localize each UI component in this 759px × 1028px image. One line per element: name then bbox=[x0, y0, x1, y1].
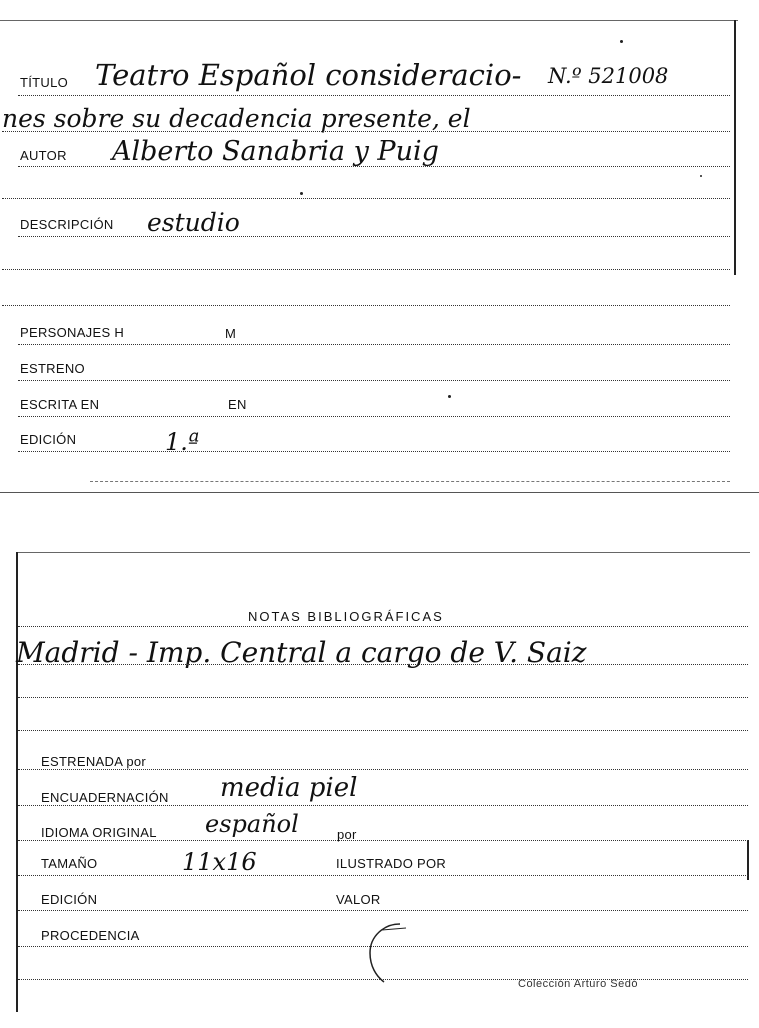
autor-line-2 bbox=[2, 198, 730, 199]
edicion-line bbox=[18, 451, 730, 452]
idioma-por-label: por bbox=[337, 827, 357, 842]
valor-label: VALOR bbox=[336, 892, 381, 907]
ink-speck bbox=[700, 175, 702, 177]
estrenada-label: ESTRENADA por bbox=[41, 754, 147, 769]
edicion-label: EDICIÓN bbox=[20, 432, 77, 447]
escrita-label: ESCRITA EN bbox=[20, 397, 100, 412]
descripcion-label: DESCRIPCIÓN bbox=[20, 217, 114, 232]
estreno-line bbox=[18, 380, 730, 381]
personajes-line bbox=[18, 344, 730, 345]
catalog-card-bottom bbox=[0, 540, 759, 1028]
edicion-value: 1.ª bbox=[165, 428, 200, 456]
notas-title: NOTAS BIBLIOGRÁFICAS bbox=[248, 609, 444, 624]
card-top-border-top bbox=[0, 20, 738, 21]
autor-value: Alberto Sanabria y Puig bbox=[112, 136, 439, 167]
estrenada-line bbox=[18, 769, 748, 770]
card-bottom-border-left bbox=[16, 552, 18, 1012]
card-top-border-right bbox=[734, 20, 736, 275]
personajes-m-label: M bbox=[225, 326, 237, 341]
encuadernacion-label: ENCUADERNACIÓN bbox=[41, 790, 169, 805]
card-bottom-border-right bbox=[747, 840, 749, 880]
tamano-label: TAMAÑO bbox=[41, 856, 98, 871]
titulo-value-line2: nes sobre su decadencia presente, el bbox=[2, 104, 471, 133]
estreno-label: ESTRENO bbox=[20, 361, 85, 376]
procedencia-label: PROCEDENCIA bbox=[41, 928, 140, 943]
idioma-line bbox=[18, 840, 748, 841]
card-bottom-border-top bbox=[16, 552, 750, 553]
idioma-label: IDIOMA ORIGINAL bbox=[41, 825, 157, 840]
tamano-value: 11x16 bbox=[182, 848, 257, 876]
ink-speck bbox=[620, 40, 623, 43]
notas-title-line bbox=[18, 626, 748, 627]
idioma-value: español bbox=[205, 810, 299, 838]
notas-line bbox=[18, 664, 748, 665]
encuadernacion-value: media piel bbox=[220, 773, 358, 803]
escrita-line bbox=[18, 416, 730, 417]
notas-line-3 bbox=[18, 730, 748, 731]
edicion-line-2 bbox=[90, 481, 730, 482]
card-top-border-bottom bbox=[0, 492, 759, 493]
autor-label: AUTOR bbox=[20, 148, 67, 163]
personajes-label: PERSONAJES H bbox=[20, 325, 125, 340]
registry-number: N.º 521008 bbox=[548, 64, 669, 88]
stamp-mark bbox=[362, 918, 432, 988]
titulo-value-line1: Teatro Español consideracio- bbox=[95, 58, 522, 92]
edicion-line-bottom bbox=[18, 910, 748, 911]
descripcion-line bbox=[18, 236, 730, 237]
notas-value: Madrid - Imp. Central a cargo de V. Saiz bbox=[16, 636, 587, 669]
notas-line-2 bbox=[18, 697, 748, 698]
descripcion-line-2 bbox=[2, 269, 730, 270]
escrita-en-label: EN bbox=[228, 397, 247, 412]
edicion-label-bottom: EDICIÓN bbox=[41, 892, 98, 907]
descripcion-value: estudio bbox=[147, 208, 240, 237]
titulo-line bbox=[18, 95, 730, 96]
titulo-label: TÍTULO bbox=[20, 75, 69, 90]
tamano-line bbox=[18, 875, 748, 876]
collection-footer: Colección Arturo Sedó bbox=[518, 978, 638, 990]
ink-speck bbox=[300, 192, 303, 195]
descripcion-line-3 bbox=[2, 305, 730, 306]
catalog-card-top bbox=[0, 0, 759, 493]
ilustrado-label: ILUSTRADO POR bbox=[336, 856, 447, 871]
ink-speck bbox=[448, 395, 451, 398]
titulo-line-2 bbox=[2, 131, 730, 132]
encuadernacion-line bbox=[18, 805, 748, 806]
autor-line bbox=[18, 166, 730, 167]
